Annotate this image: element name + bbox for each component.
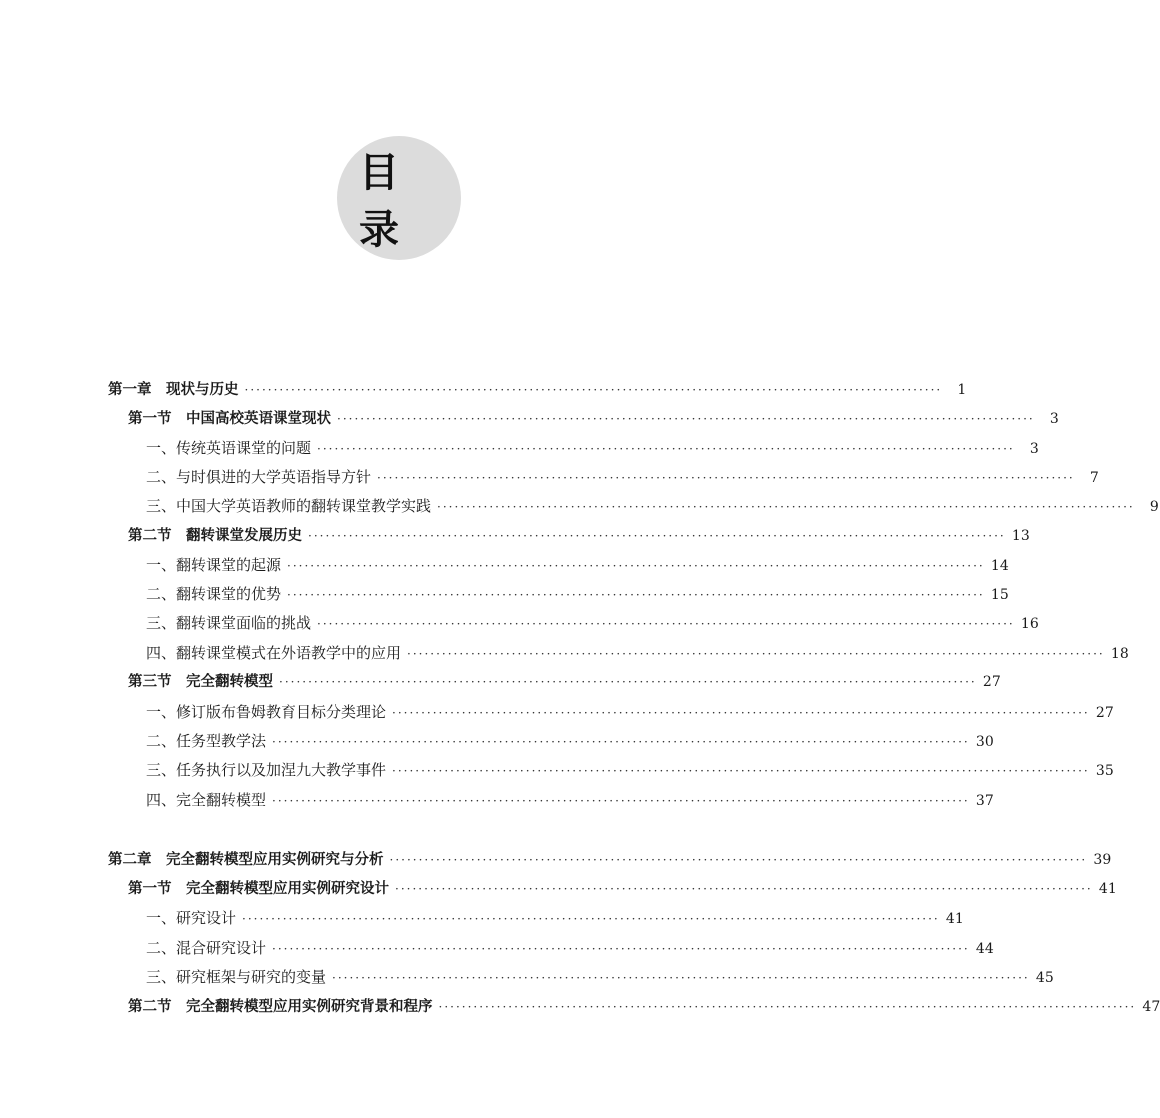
toc-leader-dots: ························································································································ <box>332 971 1030 985</box>
toc-leader-dots: ························································································································ <box>272 942 970 956</box>
toc-page-number: 1 <box>957 382 967 398</box>
toc-leader-dots: ························································································································ <box>392 764 1090 778</box>
toc-subsection-entry <box>146 758 1114 782</box>
toc-leader-dots: ························································································································ <box>317 617 1015 631</box>
toc-section-entry <box>128 670 1001 694</box>
toc-page-number: 41 <box>945 911 964 927</box>
toc-leader-dots: ························································································································ <box>279 675 977 689</box>
toc-page-number: 47 <box>1142 999 1160 1015</box>
toc-page-number: 37 <box>975 793 994 809</box>
toc-page-number: 35 <box>1095 763 1114 779</box>
toc-entry-label: 一、修订版布鲁姆教育目标分类理论 <box>146 703 387 721</box>
toc-page-number: 7 <box>1089 470 1099 486</box>
toc-entry-label: 三、任务执行以及加涅九大教学事件 <box>146 761 387 779</box>
toc-page-number: 39 <box>1093 852 1112 868</box>
toc-subsection-entry <box>146 641 1129 665</box>
toc-leader-dots: ························································································································ <box>272 735 970 749</box>
toc-entry-label: 二、任务型教学法 <box>146 732 267 750</box>
toc-leader-dots: ························································································································ <box>377 471 1075 485</box>
toc-page-number: 27 <box>1095 705 1114 721</box>
toc-subsection-entry <box>146 436 1039 460</box>
toc-leader-dots: ························································································································ <box>244 383 943 397</box>
toc-entry-label: 第一章 现状与历史 <box>108 382 239 398</box>
toc-leader-dots: ························································································································ <box>392 706 1090 720</box>
toc-entry-label: 二、与时俱进的大学英语指导方针 <box>146 468 372 486</box>
toc-leader-dots: ························································································································ <box>395 882 1093 896</box>
toc-subsection-entry <box>146 965 1054 989</box>
toc-entry-label: 二、翻转课堂的优势 <box>146 585 282 603</box>
toc-page-number: 30 <box>975 734 994 750</box>
toc-entry-label: 一、传统英语课堂的问题 <box>146 439 312 457</box>
toc-leader-dots: ························································································································ <box>437 500 1135 514</box>
toc-subsection-entry <box>146 700 1114 724</box>
toc-page-number: 45 <box>1035 970 1054 986</box>
toc-entry-label: 一、翻转课堂的起源 <box>146 556 282 574</box>
toc-subsection-entry <box>146 611 1039 635</box>
toc-entry-label: 四、完全翻转模型 <box>146 791 267 809</box>
toc-subsection-entry <box>146 465 1099 489</box>
toc-subsection-entry <box>146 729 994 753</box>
toc-entry-label: 二、混合研究设计 <box>146 939 267 957</box>
toc-section-entry <box>128 407 1059 431</box>
toc-subsection-entry <box>146 906 964 930</box>
toc-chapter-entry <box>108 848 1112 872</box>
toc-page-number: 44 <box>975 941 994 957</box>
toc-entry-label: 第二节 完全翻转模型应用实例研究背景和程序 <box>128 999 433 1015</box>
toc-title: 目 录 <box>359 149 421 253</box>
toc-entry-label: 四、翻转课堂模式在外语教学中的应用 <box>146 644 402 662</box>
toc-page-number: 15 <box>990 587 1009 603</box>
toc-page-number: 14 <box>990 558 1009 574</box>
toc-entry-label: 第一节 中国高校英语课堂现状 <box>128 411 331 427</box>
toc-entry-label: 第二章 完全翻转模型应用实例研究与分析 <box>108 852 384 868</box>
toc-leader-dots: ························································································································ <box>272 794 970 808</box>
toc-section-entry <box>128 877 1117 901</box>
toc-leader-dots: ························································································································ <box>287 588 985 602</box>
toc-entry-label: 三、中国大学英语教师的翻转课堂教学实践 <box>146 497 432 515</box>
toc-leader-dots: ························································································································ <box>287 559 985 573</box>
toc-page-number: 13 <box>1011 528 1030 544</box>
toc-entry-label: 第二节 翻转课堂发展历史 <box>128 528 302 544</box>
toc-page-number: 3 <box>1049 411 1059 427</box>
toc-page-number: 3 <box>1029 441 1039 457</box>
toc-entry-label: 三、研究框架与研究的变量 <box>146 968 327 986</box>
toc-section-entry <box>128 524 1030 548</box>
toc-section-entry <box>128 995 1160 1019</box>
toc-entry-label: 第三节 完全翻转模型 <box>128 674 273 690</box>
toc-leader-dots: ························································································································ <box>337 412 1035 426</box>
toc-title-badge <box>337 136 461 260</box>
toc-leader-dots: ························································································································ <box>317 442 1015 456</box>
toc-chapter-entry <box>108 378 967 402</box>
toc-leader-dots: ························································································································ <box>389 853 1088 867</box>
toc-leader-dots: ························································································································ <box>407 647 1105 661</box>
toc-page-number: 9 <box>1149 499 1159 515</box>
toc-leader-dots: ························································································································ <box>242 912 940 926</box>
toc-subsection-entry <box>146 553 1009 577</box>
toc-subsection-entry <box>146 582 1009 606</box>
toc-page-number: 18 <box>1110 646 1129 662</box>
toc-leader-dots: ························································································································ <box>308 529 1006 543</box>
toc-subsection-entry <box>146 788 994 812</box>
toc-subsection-entry <box>146 494 1159 518</box>
toc-page-number: 41 <box>1098 881 1117 897</box>
toc-entry-label: 三、翻转课堂面临的挑战 <box>146 614 312 632</box>
toc-page-number: 16 <box>1020 616 1039 632</box>
toc-entry-label: 第一节 完全翻转模型应用实例研究设计 <box>128 881 389 897</box>
toc-leader-dots: ························································································································ <box>438 1000 1137 1014</box>
toc-subsection-entry <box>146 936 994 960</box>
toc-entry-label: 一、研究设计 <box>146 909 237 927</box>
toc-page-number: 27 <box>982 674 1001 690</box>
